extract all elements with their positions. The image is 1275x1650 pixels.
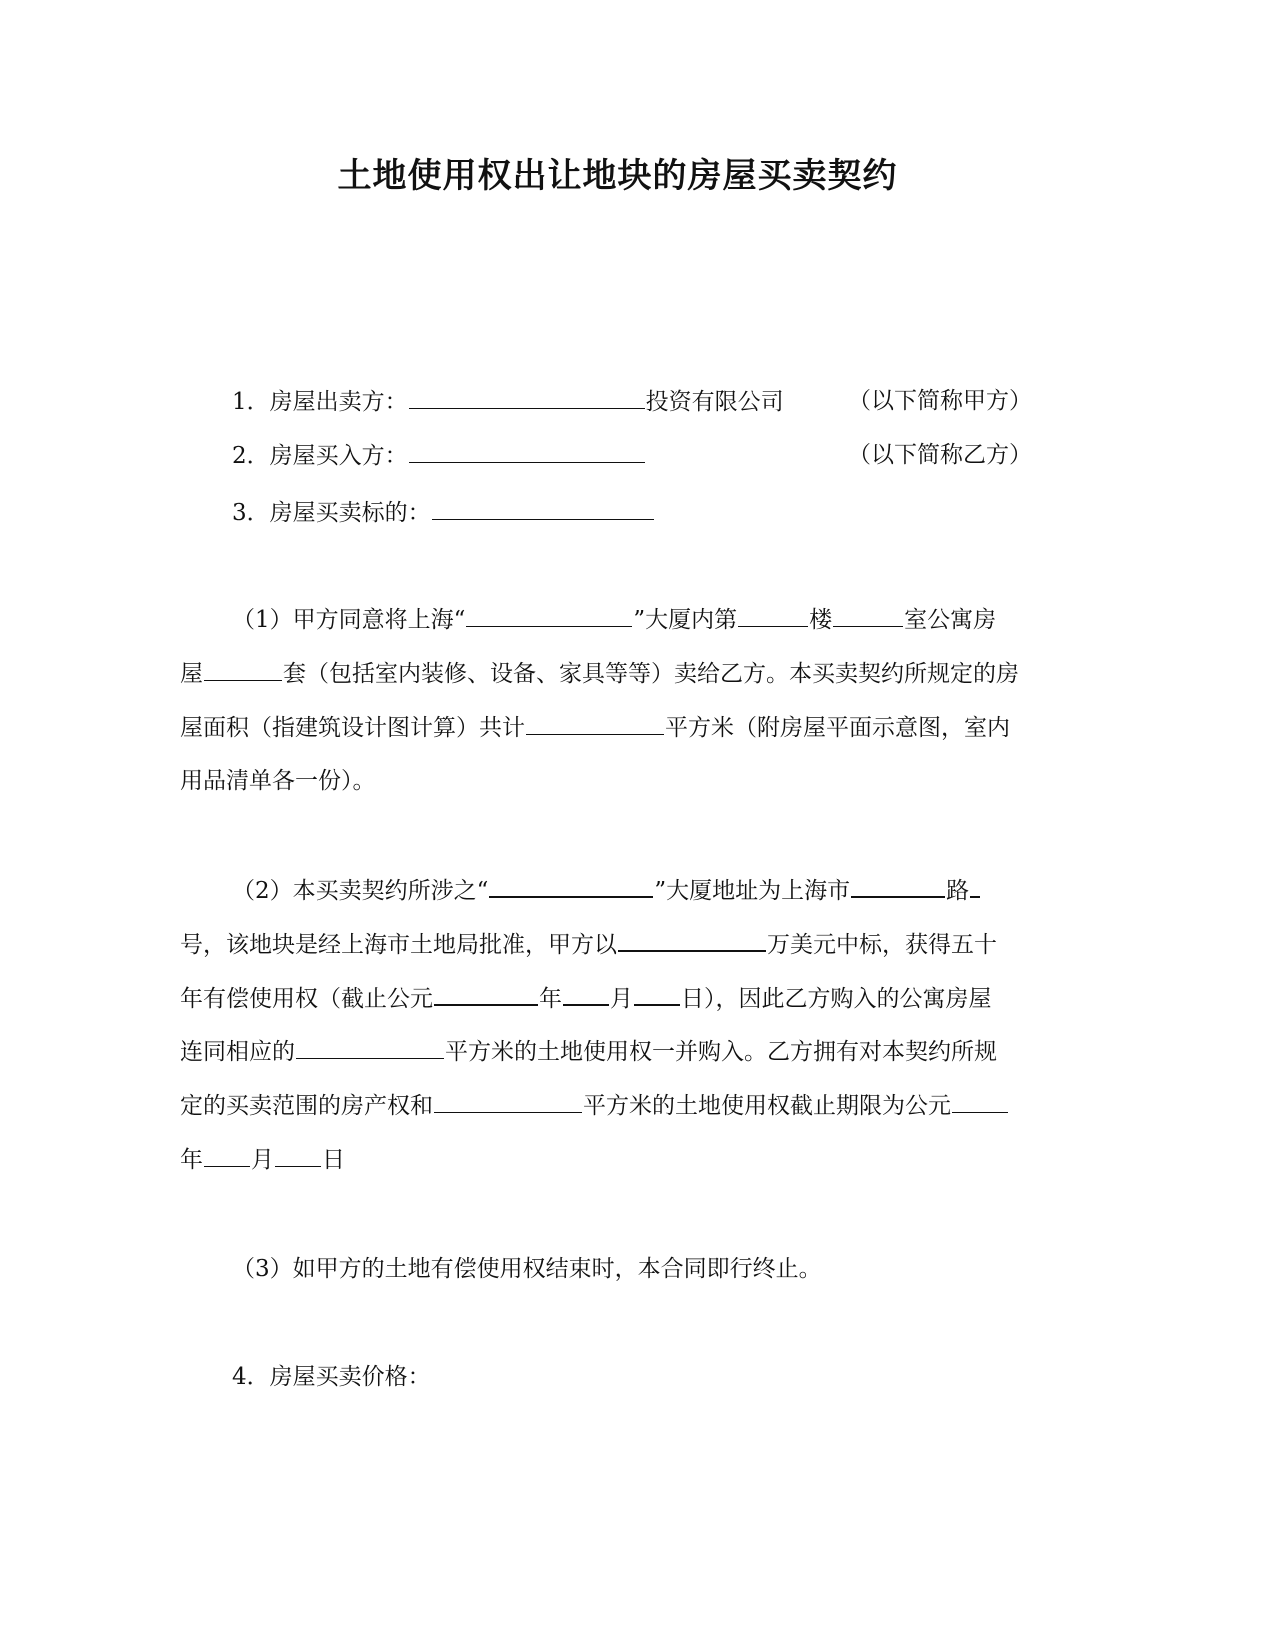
price-label: 4．房屋买卖价格： [232,1364,431,1390]
seller-label: 1．房屋出卖方： [232,389,408,415]
para2-text: 年有偿使用权（截止公元 [180,986,433,1012]
seller-line [232,386,784,417]
para1-line2 [180,658,1019,689]
para2-text: 平方米的土地使用权截止期限为公元 [583,1093,951,1119]
para2-text: 平方米的土地使用权一并购入。乙方拥有对本契约所规 [445,1039,997,1065]
seller-suffix: 投资有限公司 [645,389,784,415]
month-blank[interactable] [563,982,609,1006]
para1-text: 楼 [809,607,833,633]
seller-name-blank[interactable] [409,386,645,409]
para2-text: 定的买卖范围的房产权和 [180,1093,433,1119]
para3-line: （3）如甲方的土地有偿使用权结束时，本合同即行终止。 [232,1256,822,1282]
building-name-blank-2[interactable] [489,874,653,898]
para2-line6 [180,1144,345,1175]
number-blank[interactable] [970,874,980,898]
land-area-blank-2[interactable] [434,1090,582,1113]
land-area-blank[interactable] [296,1036,444,1059]
para1-text: （1）甲方同意将上海“ [232,607,466,633]
para1-text: 屋 [180,661,203,687]
para2-line3 [180,982,992,1014]
para2-text: 日），因此乙方购入的公寓房屋 [681,986,992,1012]
buyer-label: 2．房屋买入方： [232,443,408,469]
para2-text: 日 [322,1147,345,1173]
buyer-note: （以下简称乙方） [848,442,1032,468]
para2-text: ”大厦地址为上海市 [654,878,851,904]
para1-line4: 用品清单各一份）。 [180,768,376,794]
buyer-line [232,440,646,471]
subject-line [232,497,655,528]
document-title: 土地使用权出让地块的房屋买卖契约 [337,156,898,196]
para1-line1 [232,604,996,635]
para2-text: 号，该地块是经上海市土地局批准，甲方以 [180,932,617,958]
para1-text: 平方米（附房屋平面示意图，室内 [665,715,1010,741]
para1-text: 室公寓房 [904,607,997,633]
seller-note: （以下简称甲方） [848,388,1032,414]
area-blank[interactable] [526,712,664,735]
subject-blank[interactable] [432,497,654,520]
para2-text: 连同相应的 [180,1039,295,1065]
para1-text: ”大厦内第 [633,607,738,633]
end-month-blank[interactable] [204,1144,250,1167]
room-blank[interactable] [833,604,903,627]
para2-text: 路 [946,878,970,904]
bid-amount-blank[interactable] [618,928,766,952]
para2-line2 [180,928,997,960]
para2-text: 月 [610,986,633,1012]
end-day-blank[interactable] [275,1144,321,1167]
para1-line3 [180,712,1010,743]
year-blank[interactable] [434,982,538,1006]
para2-text: （2）本买卖契约所涉之“ [232,878,489,904]
para2-line4 [180,1036,997,1067]
unit-count-blank[interactable] [204,658,282,681]
para1-text: 套（包括室内装修、设备、家具等等）卖给乙方。本买卖契约所规定的房 [283,661,1019,687]
para2-line5 [180,1090,1009,1121]
buyer-name-blank[interactable] [409,440,645,463]
building-name-blank[interactable] [466,604,632,627]
para2-line1 [232,874,981,906]
floor-blank[interactable] [738,604,808,627]
para1-text: 屋面积（指建筑设计图计算）共计 [180,715,525,741]
para2-text: 年 [180,1147,203,1173]
para2-text: 万美元中标，获得五十 [767,932,997,958]
para2-text: 年 [539,986,562,1012]
day-blank[interactable] [634,982,680,1006]
subject-label: 3．房屋买卖标的： [232,500,431,526]
para2-text: 月 [251,1147,274,1173]
end-year-blank[interactable] [952,1090,1008,1113]
road-blank[interactable] [851,874,945,898]
